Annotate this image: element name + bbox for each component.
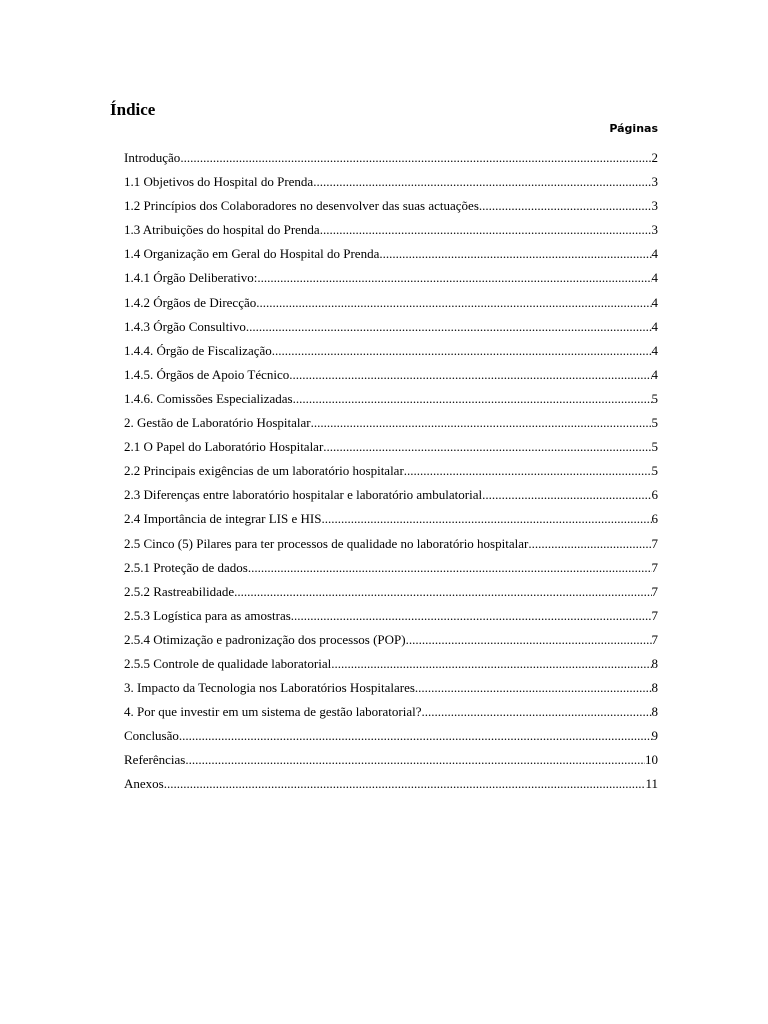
toc-entry[interactable] bbox=[124, 724, 658, 748]
toc-dot-leader bbox=[479, 194, 652, 218]
toc-dot-leader bbox=[313, 170, 651, 194]
toc-entry-label: Introdução bbox=[124, 150, 181, 165]
toc-entry-page: 3 bbox=[651, 198, 658, 214]
toc-entry-label: 2.5 Cinco (5) Pilares para ter processos de qualidade no laboratório hospitalar bbox=[124, 535, 529, 551]
toc-entry[interactable] bbox=[124, 676, 658, 700]
toc-entry-page: 4 bbox=[651, 294, 658, 310]
toc-entry-label: 2.4 Importância de integrar LIS e HIS bbox=[124, 511, 322, 527]
toc-entry-label: 1.4.2 Órgãos de Direcção bbox=[124, 294, 257, 310]
toc-dot-leader bbox=[415, 676, 652, 700]
toc-entry[interactable] bbox=[124, 146, 658, 170]
toc-dot-leader bbox=[406, 628, 652, 652]
toc-dot-leader bbox=[320, 218, 652, 242]
toc-entry-label: 2.5.4 Otimização e padronização dos processos (POP) bbox=[124, 631, 406, 647]
toc-entry[interactable] bbox=[124, 387, 658, 411]
toc-entry-page: 9 bbox=[651, 728, 658, 744]
toc-dot-leader bbox=[256, 291, 651, 315]
toc-entry-label: Conclusão bbox=[124, 728, 179, 744]
toc-entry[interactable] bbox=[124, 242, 658, 266]
toc-entry-page: 4 bbox=[651, 318, 658, 334]
toc-entry[interactable] bbox=[124, 315, 658, 339]
toc-entry-page: 5 bbox=[651, 415, 658, 431]
toc-entry-page: 10 bbox=[645, 752, 658, 768]
toc-entry[interactable] bbox=[124, 652, 658, 676]
toc-entry-label: Referências bbox=[124, 752, 186, 768]
toc-entry-page: 6 bbox=[651, 511, 658, 527]
toc-entry-page: 7 bbox=[651, 583, 658, 599]
toc-title: Índice bbox=[110, 100, 156, 119]
toc-entry[interactable] bbox=[124, 218, 658, 242]
toc-entry[interactable] bbox=[124, 772, 658, 796]
toc-entry-page: 4 bbox=[651, 342, 658, 358]
toc-dot-leader bbox=[331, 652, 651, 676]
toc-dot-leader bbox=[289, 363, 651, 387]
toc-entry[interactable] bbox=[124, 628, 658, 652]
toc-entry-label: 2.5.2 Rastreabilidade bbox=[124, 583, 235, 599]
toc-entry-label: 1.3 Atribuições do hospital do Prenda bbox=[124, 222, 320, 238]
toc-dot-leader bbox=[164, 772, 646, 796]
toc-entry-page: 7 bbox=[651, 631, 658, 647]
toc-dot-leader bbox=[293, 387, 652, 411]
toc-entry-page: 6 bbox=[651, 487, 658, 503]
toc-entry-page: 7 bbox=[651, 535, 658, 551]
toc-dot-leader bbox=[234, 580, 651, 604]
toc-entry-label: 1.1 Objetivos do Hospital do Prenda bbox=[124, 174, 314, 190]
toc-entry-label: 2.1 O Papel do Laboratório Hospitalar bbox=[124, 439, 324, 455]
toc-entry[interactable] bbox=[124, 194, 658, 218]
toc-dot-leader bbox=[179, 724, 652, 748]
toc-dot-leader bbox=[248, 556, 652, 580]
toc-entry-page: 2 bbox=[651, 150, 658, 165]
toc-entry[interactable] bbox=[124, 580, 658, 604]
toc-dot-leader bbox=[379, 242, 651, 266]
toc-entry[interactable] bbox=[124, 363, 658, 387]
toc-entry-label: 1.4.5. Órgãos de Apoio Técnico bbox=[124, 366, 290, 382]
toc-entry-label: Anexos bbox=[124, 776, 164, 792]
toc-entry[interactable] bbox=[124, 507, 658, 531]
toc-entry[interactable] bbox=[124, 604, 658, 628]
toc-entry-page: 8 bbox=[651, 680, 658, 696]
toc-entry-label: 4. Por que investir em um sistema de gestão laboratorial? bbox=[124, 704, 422, 720]
toc-entry-label: 1.4 Organização em Geral do Hospital do Prenda bbox=[124, 246, 380, 262]
toc-entry-label: 2.2 Principais exigências de um laboratório hospitalar bbox=[124, 463, 404, 479]
toc-dot-leader bbox=[257, 266, 651, 290]
toc-entry-label: 2. Gestão de Laboratório Hospitalar bbox=[124, 415, 311, 431]
toc-entry-label: 1.4.3 Órgão Consultivo bbox=[124, 318, 246, 334]
toc-entry[interactable] bbox=[124, 291, 658, 315]
toc-entry-label: 2.5.3 Logística para as amostras bbox=[124, 607, 291, 623]
toc-entry[interactable] bbox=[124, 748, 658, 772]
toc-entry-label: 2.3 Diferenças entre laboratório hospitalar e laboratório ambulatorial bbox=[124, 487, 483, 503]
toc-entry-page: 5 bbox=[651, 390, 658, 406]
toc-entry-label: 1.4.1 Órgão Deliberativo: bbox=[124, 270, 258, 286]
toc-entry-page: 5 bbox=[651, 463, 658, 479]
toc-entry-page: 7 bbox=[651, 559, 658, 575]
toc-dot-leader bbox=[482, 483, 651, 507]
toc-entry[interactable] bbox=[124, 411, 658, 435]
toc-entry-label: 1.4.6. Comissões Especializadas bbox=[124, 390, 293, 406]
toc-entry[interactable] bbox=[124, 700, 658, 724]
toc-entry[interactable] bbox=[124, 483, 658, 507]
toc-entry[interactable] bbox=[124, 435, 658, 459]
toc-entry[interactable] bbox=[124, 459, 658, 483]
toc-entry-page: 5 bbox=[651, 439, 658, 455]
toc-dot-leader bbox=[180, 146, 651, 170]
toc-entry-page: 4 bbox=[651, 270, 658, 286]
toc-entry-label: 1.4.4. Órgão de Fiscalização bbox=[124, 342, 272, 358]
toc-dot-leader bbox=[291, 604, 652, 628]
toc-dot-leader bbox=[323, 435, 651, 459]
toc-dot-leader bbox=[246, 315, 652, 339]
toc-dot-leader bbox=[185, 748, 645, 772]
toc-entry-page: 4 bbox=[651, 366, 658, 382]
toc-entry-page: 3 bbox=[651, 174, 658, 190]
toc-entry[interactable] bbox=[124, 556, 658, 580]
toc-entry[interactable] bbox=[124, 170, 658, 194]
toc-dot-leader bbox=[421, 700, 651, 724]
toc-entry-page: 8 bbox=[651, 704, 658, 720]
toc-entry-label: 2.5.5 Controle de qualidade laboratorial bbox=[124, 655, 332, 671]
toc-entry-page: 3 bbox=[651, 222, 658, 238]
toc-entry[interactable] bbox=[124, 532, 658, 556]
toc-entry[interactable] bbox=[124, 266, 658, 290]
toc-entry-label: 3. Impacto da Tecnologia nos Laboratórios Hospitalares bbox=[124, 680, 415, 696]
pages-column-label: Páginas bbox=[609, 122, 658, 135]
toc-entry-page: 4 bbox=[651, 246, 658, 262]
toc-dot-leader bbox=[321, 507, 651, 531]
toc-entry-label: 2.5.1 Proteção de dados bbox=[124, 559, 248, 575]
toc-dot-leader bbox=[311, 411, 652, 435]
toc-entry-page: 8 bbox=[651, 655, 658, 671]
toc-entry-label: 1.2 Princípios dos Colaboradores no desenvolver das suas actuações bbox=[124, 198, 479, 214]
toc-dot-leader bbox=[404, 459, 652, 483]
toc-dot-leader bbox=[272, 339, 652, 363]
toc-entry-page: 11 bbox=[645, 776, 658, 792]
toc-entry-page: 7 bbox=[651, 607, 658, 623]
toc-dot-leader bbox=[528, 532, 651, 556]
toc-entry[interactable] bbox=[124, 339, 658, 363]
toc-list bbox=[124, 146, 658, 797]
